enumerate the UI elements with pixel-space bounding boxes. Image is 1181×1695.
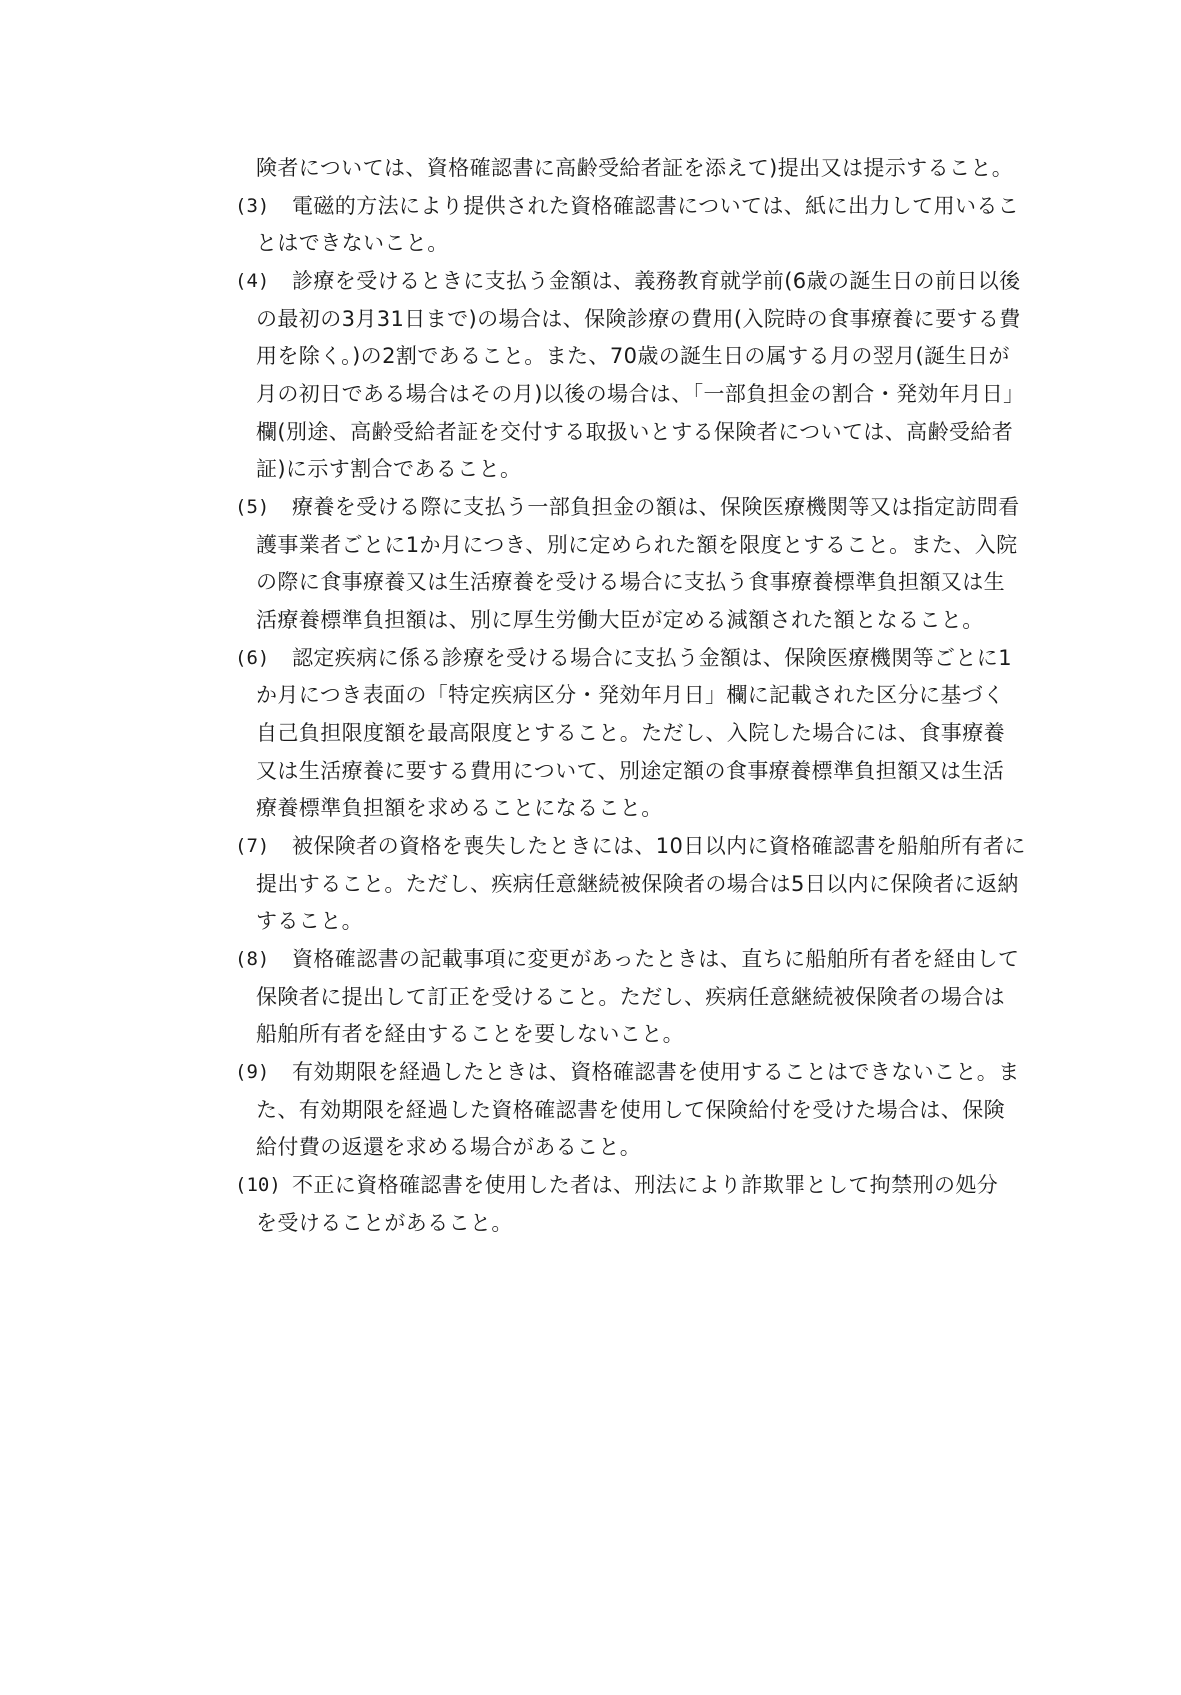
text-line: 診療を受けるときに支払う金額は、義務教育就学前(6歳の誕生日の前日以後 — [292, 269, 1021, 293]
text-line: 療養標準負担額を求めることになること。 — [256, 796, 663, 820]
item-number: (8) — [235, 948, 270, 970]
item-number: (7) — [235, 835, 270, 857]
item-number: (5) — [235, 496, 270, 518]
item-number: (10) — [235, 1174, 281, 1196]
item-number: (3) — [235, 195, 270, 217]
text-line: 険者については、資格確認書に高齢受給者証を添えて)提出又は提示すること。 — [256, 156, 1014, 180]
text-line: 認定疾病に係る診療を受ける場合に支払う金額は、保険医療機関等ごとに1 — [292, 646, 1012, 670]
text-line: 護事業者ごとに1か月につき、別に定められた額を限度とすること。また、入院 — [256, 533, 1018, 557]
text-line: 活療養標準負担額は、別に厚生労働大臣が定める減額された額となること。 — [256, 608, 984, 632]
text-line: の際に食事療養又は生活療養を受ける場合に支払う食事療養標準負担額又は生 — [256, 570, 1005, 594]
item-number: (4) — [235, 270, 270, 292]
text-line: 用を除く。)の2割であること。また、70歳の誕生日の属する月の翌月(誕生日が — [256, 344, 1010, 368]
text-line: 不正に資格確認書を使用した者は、刑法により詐欺罪として拘禁刑の処分 — [292, 1173, 999, 1197]
text-line: を受けることがあること。 — [256, 1211, 513, 1235]
text-line: た、有効期限を経過した資格確認書を使用して保険給付を受けた場合は、保険 — [256, 1098, 1005, 1122]
text-line: 有効期限を経過したときは、資格確認書を使用することはできないこと。ま — [292, 1060, 1020, 1084]
text-line: とはできないこと。 — [256, 231, 449, 255]
text-line: 欄(別途、高齢受給者証を交付する取扱いとする保険者については、高齢受給者 — [256, 420, 1014, 444]
text-line: の最初の3月31日まで)の場合は、保険診療の費用(入院時の食事療養に要する費 — [256, 307, 1021, 331]
text-line: 又は生活療養に要する費用について、別途定額の食事療養標準負担額又は生活 — [256, 759, 1005, 783]
text-line: 療養を受ける際に支払う一部負担金の額は、保険医療機関等又は指定訪問看 — [292, 495, 1020, 519]
text-line: すること。 — [256, 909, 363, 933]
text-line: 被保険者の資格を喪失したときには、10日以内に資格確認書を船舶所有者に — [292, 834, 1026, 858]
item-number: (6) — [235, 647, 270, 669]
text-line: 給付費の返還を求める場合があること。 — [256, 1135, 642, 1159]
text-line: 資格確認書の記載事項に変更があったときは、直ちに船舶所有者を経由して — [292, 947, 1020, 971]
text-line: 自己負担限度額を最高限度とすること。ただし、入院した場合には、食事療養 — [256, 721, 1005, 745]
text-line: 月の初日である場合はその月)以後の場合は、「一部負担金の割合・発効年月日」 — [256, 382, 1025, 406]
text-line: 提出すること。ただし、疾病任意継続被保険者の場合は5日以内に保険者に返納 — [256, 872, 1019, 896]
text-line: 電磁的方法により提供された資格確認書については、紙に出力して用いるこ — [292, 194, 1020, 218]
text-line: か月につき表面の「特定疾病区分・発効年月日」欄に記載された区分に基づく — [256, 683, 1005, 707]
text-line: 保険者に提出して訂正を受けること。ただし、疾病任意継続被保険者の場合は — [256, 985, 1005, 1009]
text-line: 船舶所有者を経由することを要しないこと。 — [256, 1022, 684, 1046]
item-number: (9) — [235, 1061, 270, 1083]
text-line: 証)に示す割合であること。 — [256, 457, 522, 481]
